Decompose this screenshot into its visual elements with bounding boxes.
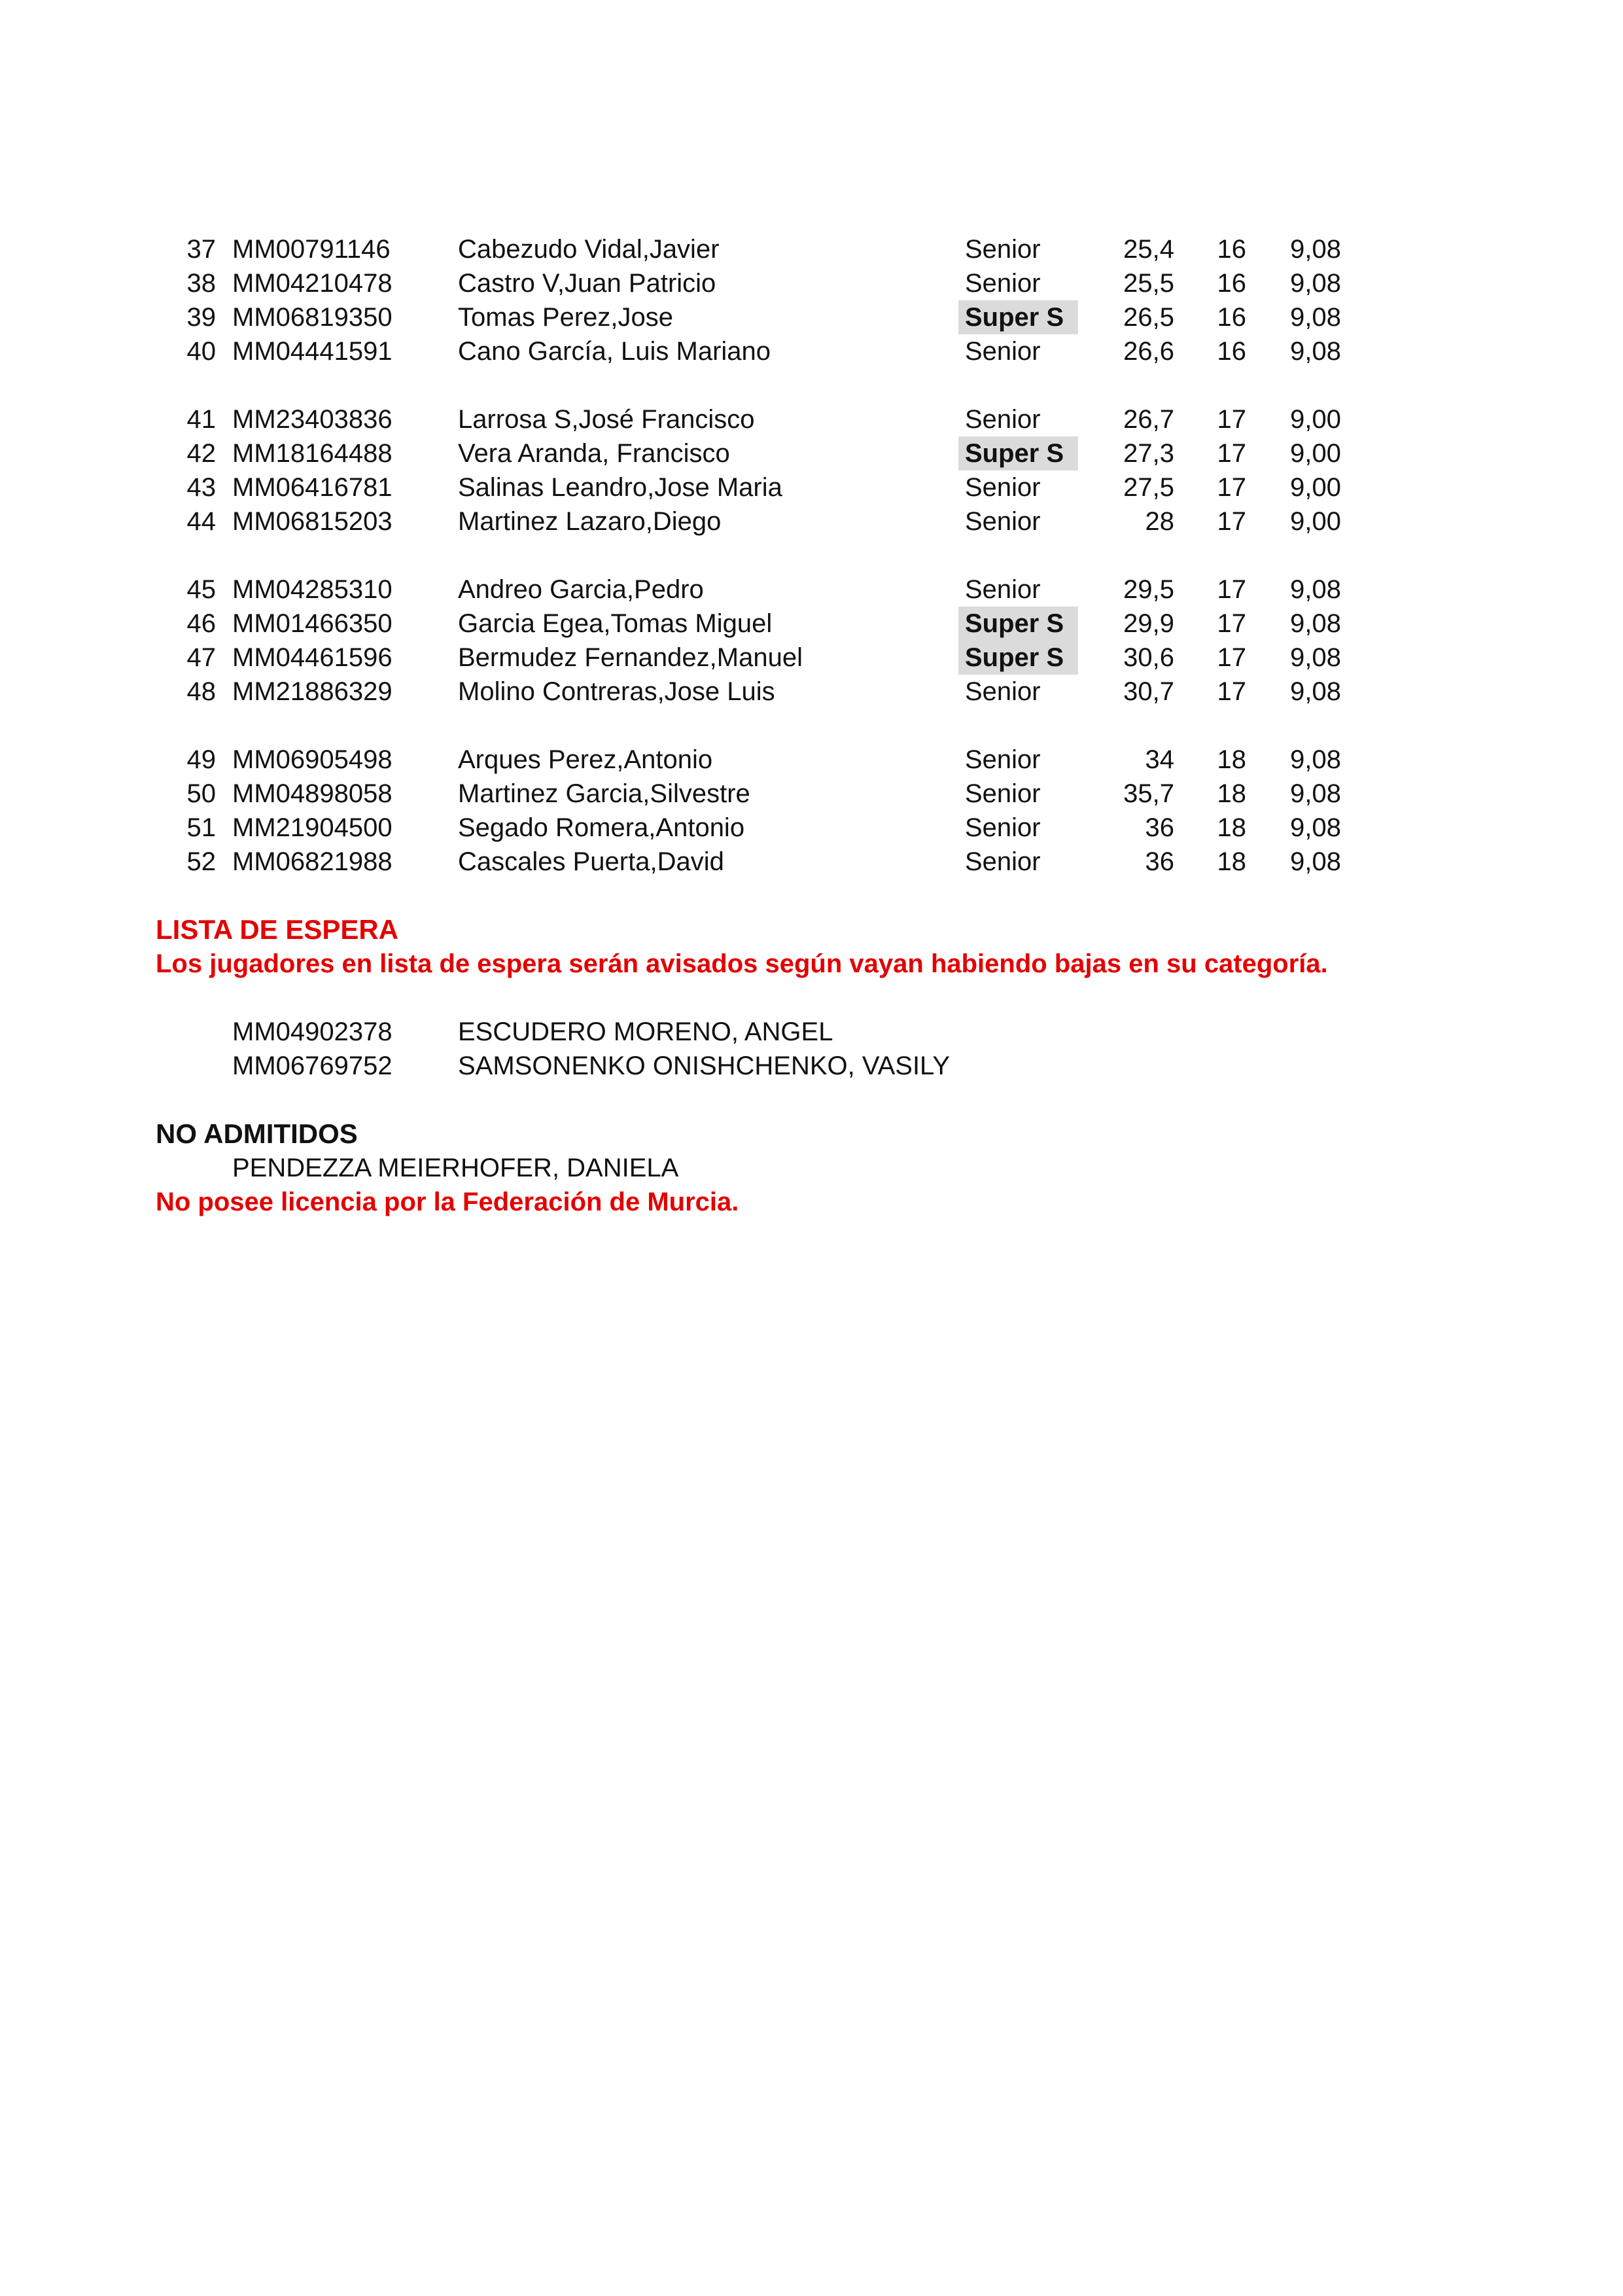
value-cell-1: 29,9 (1123, 609, 1174, 638)
category-cell: Senior (965, 779, 1041, 808)
blank-row (0, 709, 1623, 743)
category-cell: Senior (965, 473, 1041, 502)
not-admitted-note: No posee licencia por la Federación de Murcia. (156, 1188, 739, 1216)
table-row (0, 436, 1623, 470)
value-cell-1: 25,5 (1123, 269, 1174, 298)
value-cell-3: 9,00 (1290, 473, 1341, 502)
position-cell: 52 (186, 847, 216, 876)
table-row (0, 470, 1623, 504)
player-name-cell: Larrosa S,José Francisco (458, 405, 755, 434)
position-cell: 47 (186, 643, 216, 672)
value-cell-1: 26,5 (1123, 303, 1174, 332)
value-cell-1: 30,6 (1123, 643, 1174, 672)
waiting-list-entries (0, 1015, 1623, 1083)
not-admitted-title: NO ADMITIDOS (156, 1118, 358, 1149)
position-cell: 43 (186, 473, 216, 502)
category-cell: Senior (965, 575, 1041, 604)
value-cell-3: 9,00 (1290, 405, 1341, 434)
value-cell-1: 30,7 (1123, 677, 1174, 706)
license-cell: MM21886329 (232, 677, 393, 706)
player-name-cell: Segado Romera,Antonio (458, 813, 745, 842)
value-cell-1: 36 (1145, 813, 1174, 842)
license-cell: MM04441591 (232, 337, 393, 366)
table-row (0, 300, 1623, 334)
category-cell: Super S (958, 436, 1078, 470)
license-cell: MM04902378 (232, 1017, 393, 1046)
value-cell-3: 9,08 (1290, 745, 1341, 774)
value-cell-1: 28 (1145, 507, 1174, 536)
players-table (0, 232, 1623, 879)
waiting-list-row (0, 1049, 1623, 1083)
category-cell: Senior (965, 745, 1041, 774)
value-cell-2: 18 (1217, 779, 1246, 808)
value-cell-3: 9,08 (1290, 643, 1341, 672)
value-cell-2: 17 (1217, 609, 1246, 638)
table-row (0, 266, 1623, 300)
position-cell: 48 (186, 677, 216, 706)
table-row (0, 641, 1623, 675)
license-cell: MM00791146 (232, 235, 391, 264)
table-row (0, 845, 1623, 879)
license-cell: MM06769752 (232, 1051, 393, 1080)
value-cell-2: 17 (1217, 439, 1246, 468)
license-cell: MM04285310 (232, 575, 393, 604)
value-cell-3: 9,08 (1290, 813, 1341, 842)
value-cell-2: 16 (1217, 337, 1246, 366)
value-cell-3: 9,08 (1290, 303, 1341, 332)
value-cell-2: 16 (1217, 269, 1246, 298)
position-cell-empty (0, 1015, 216, 1049)
waiting-list-title: LISTA DE ESPERA (156, 914, 399, 945)
license-cell: MM04898058 (232, 779, 393, 808)
value-cell-1: 34 (1145, 745, 1174, 774)
category-cell: Super S (958, 641, 1078, 675)
player-name-cell: Andreo Garcia,Pedro (458, 575, 704, 604)
document-content (0, 232, 1623, 1219)
position-cell: 46 (186, 609, 216, 638)
value-cell-3: 9,08 (1290, 609, 1341, 638)
blank-row (0, 1083, 1623, 1117)
value-cell-2: 17 (1217, 405, 1246, 434)
value-cell-3: 9,08 (1290, 847, 1341, 876)
player-name-cell: Bermudez Fernandez,Manuel (458, 643, 803, 672)
table-row (0, 811, 1623, 845)
value-cell-2: 17 (1217, 643, 1246, 672)
value-cell-1: 29,5 (1123, 575, 1174, 604)
license-cell: MM18164488 (232, 439, 393, 468)
player-name-cell: Molino Contreras,Jose Luis (458, 677, 775, 706)
not-admitted-row (0, 1151, 1623, 1185)
blank-row (0, 879, 1623, 913)
player-name-cell: Arques Perez,Antonio (458, 745, 713, 774)
category-cell: Super S (958, 300, 1078, 334)
category-cell: Super S (958, 607, 1078, 641)
value-cell-3: 9,08 (1290, 269, 1341, 298)
table-row (0, 777, 1623, 811)
position-cell: 50 (186, 779, 216, 808)
table-row (0, 334, 1623, 368)
value-cell-2: 17 (1217, 677, 1246, 706)
category-cell: Senior (965, 847, 1041, 876)
value-cell-2: 17 (1217, 507, 1246, 536)
category-cell: Senior (965, 677, 1041, 706)
license-cell: MM04210478 (232, 269, 393, 298)
position-cell: 40 (186, 337, 216, 366)
player-name-cell: Cascales Puerta,David (458, 847, 724, 876)
player-name-cell: Castro V,Juan Patricio (458, 269, 716, 298)
value-cell-1: 27,5 (1123, 473, 1174, 502)
position-cell: 41 (186, 405, 216, 434)
position-cell: 44 (186, 507, 216, 536)
player-name-cell: Tomas Perez,Jose (458, 303, 674, 332)
player-name-cell: PENDEZZA MEIERHOFER, DANIELA (232, 1154, 679, 1182)
license-cell: MM06819350 (232, 303, 393, 332)
position-cell: 51 (186, 813, 216, 842)
value-cell-2: 17 (1217, 473, 1246, 502)
player-name-cell: Vera Aranda, Francisco (458, 439, 730, 468)
value-cell-1: 26,6 (1123, 337, 1174, 366)
table-row (0, 675, 1623, 709)
category-cell: Senior (965, 507, 1041, 536)
table-row (0, 402, 1623, 436)
player-name-cell: Garcia Egea,Tomas Miguel (458, 609, 773, 638)
player-name-cell: Martinez Garcia,Silvestre (458, 779, 750, 808)
position-cell: 42 (186, 439, 216, 468)
value-cell-1: 35,7 (1123, 779, 1174, 808)
value-cell-2: 18 (1217, 847, 1246, 876)
value-cell-2: 18 (1217, 745, 1246, 774)
position-cell: 45 (186, 575, 216, 604)
license-cell: MM06821988 (232, 847, 393, 876)
value-cell-2: 16 (1217, 303, 1246, 332)
license-cell: MM06905498 (232, 745, 393, 774)
waiting-list-row (0, 1015, 1623, 1049)
value-cell-3: 9,08 (1290, 575, 1341, 604)
player-name-cell: SAMSONENKO ONISHCHENKO, VASILY (458, 1051, 951, 1080)
position-cell: 39 (186, 303, 216, 332)
license-cell: MM23403836 (232, 405, 393, 434)
not-admitted-entries (0, 1151, 1623, 1185)
table-row (0, 607, 1623, 641)
category-cell: Senior (965, 813, 1041, 842)
blank-row (0, 368, 1623, 402)
player-name-cell: Cano García, Luis Mariano (458, 337, 771, 366)
value-cell-3: 9,08 (1290, 337, 1341, 366)
table-row (0, 232, 1623, 266)
blank-row (0, 539, 1623, 573)
value-cell-3: 9,00 (1290, 507, 1341, 536)
value-cell-3: 9,00 (1290, 439, 1341, 468)
value-cell-3: 9,08 (1290, 779, 1341, 808)
position-cell: 37 (186, 235, 216, 264)
player-name-cell: ESCUDERO MORENO, ANGEL (458, 1017, 833, 1046)
license-cell: MM04461596 (232, 643, 393, 672)
category-cell: Senior (965, 405, 1041, 434)
license-cell: MM21904500 (232, 813, 393, 842)
license-cell: MM06416781 (232, 473, 393, 502)
value-cell-1: 26,7 (1123, 405, 1174, 434)
table-row (0, 504, 1623, 539)
position-cell: 38 (186, 269, 216, 298)
blank-row (0, 981, 1623, 1015)
table-row (0, 573, 1623, 607)
value-cell-1: 27,3 (1123, 439, 1174, 468)
license-cell: MM01466350 (232, 609, 393, 638)
category-cell: Senior (965, 269, 1041, 298)
value-cell-1: 25,4 (1123, 235, 1174, 264)
category-cell: Senior (965, 235, 1041, 264)
player-name-cell: Martinez Lazaro,Diego (458, 507, 722, 536)
player-name-cell: Salinas Leandro,Jose Maria (458, 473, 782, 502)
waiting-list-note: Los jugadores en lista de espera serán avisados según vayan habiendo bajas en su categoría. (156, 949, 1328, 978)
player-name-cell: Cabezudo Vidal,Javier (458, 235, 720, 264)
position-cell: 49 (186, 745, 216, 774)
value-cell-2: 18 (1217, 813, 1246, 842)
license-cell: MM06815203 (232, 507, 393, 536)
position-cell-empty (0, 1049, 216, 1083)
value-cell-2: 16 (1217, 235, 1246, 264)
table-row (0, 743, 1623, 777)
value-cell-2: 17 (1217, 575, 1246, 604)
value-cell-1: 36 (1145, 847, 1174, 876)
value-cell-3: 9,08 (1290, 235, 1341, 264)
category-cell: Senior (965, 337, 1041, 366)
value-cell-3: 9,08 (1290, 677, 1341, 706)
